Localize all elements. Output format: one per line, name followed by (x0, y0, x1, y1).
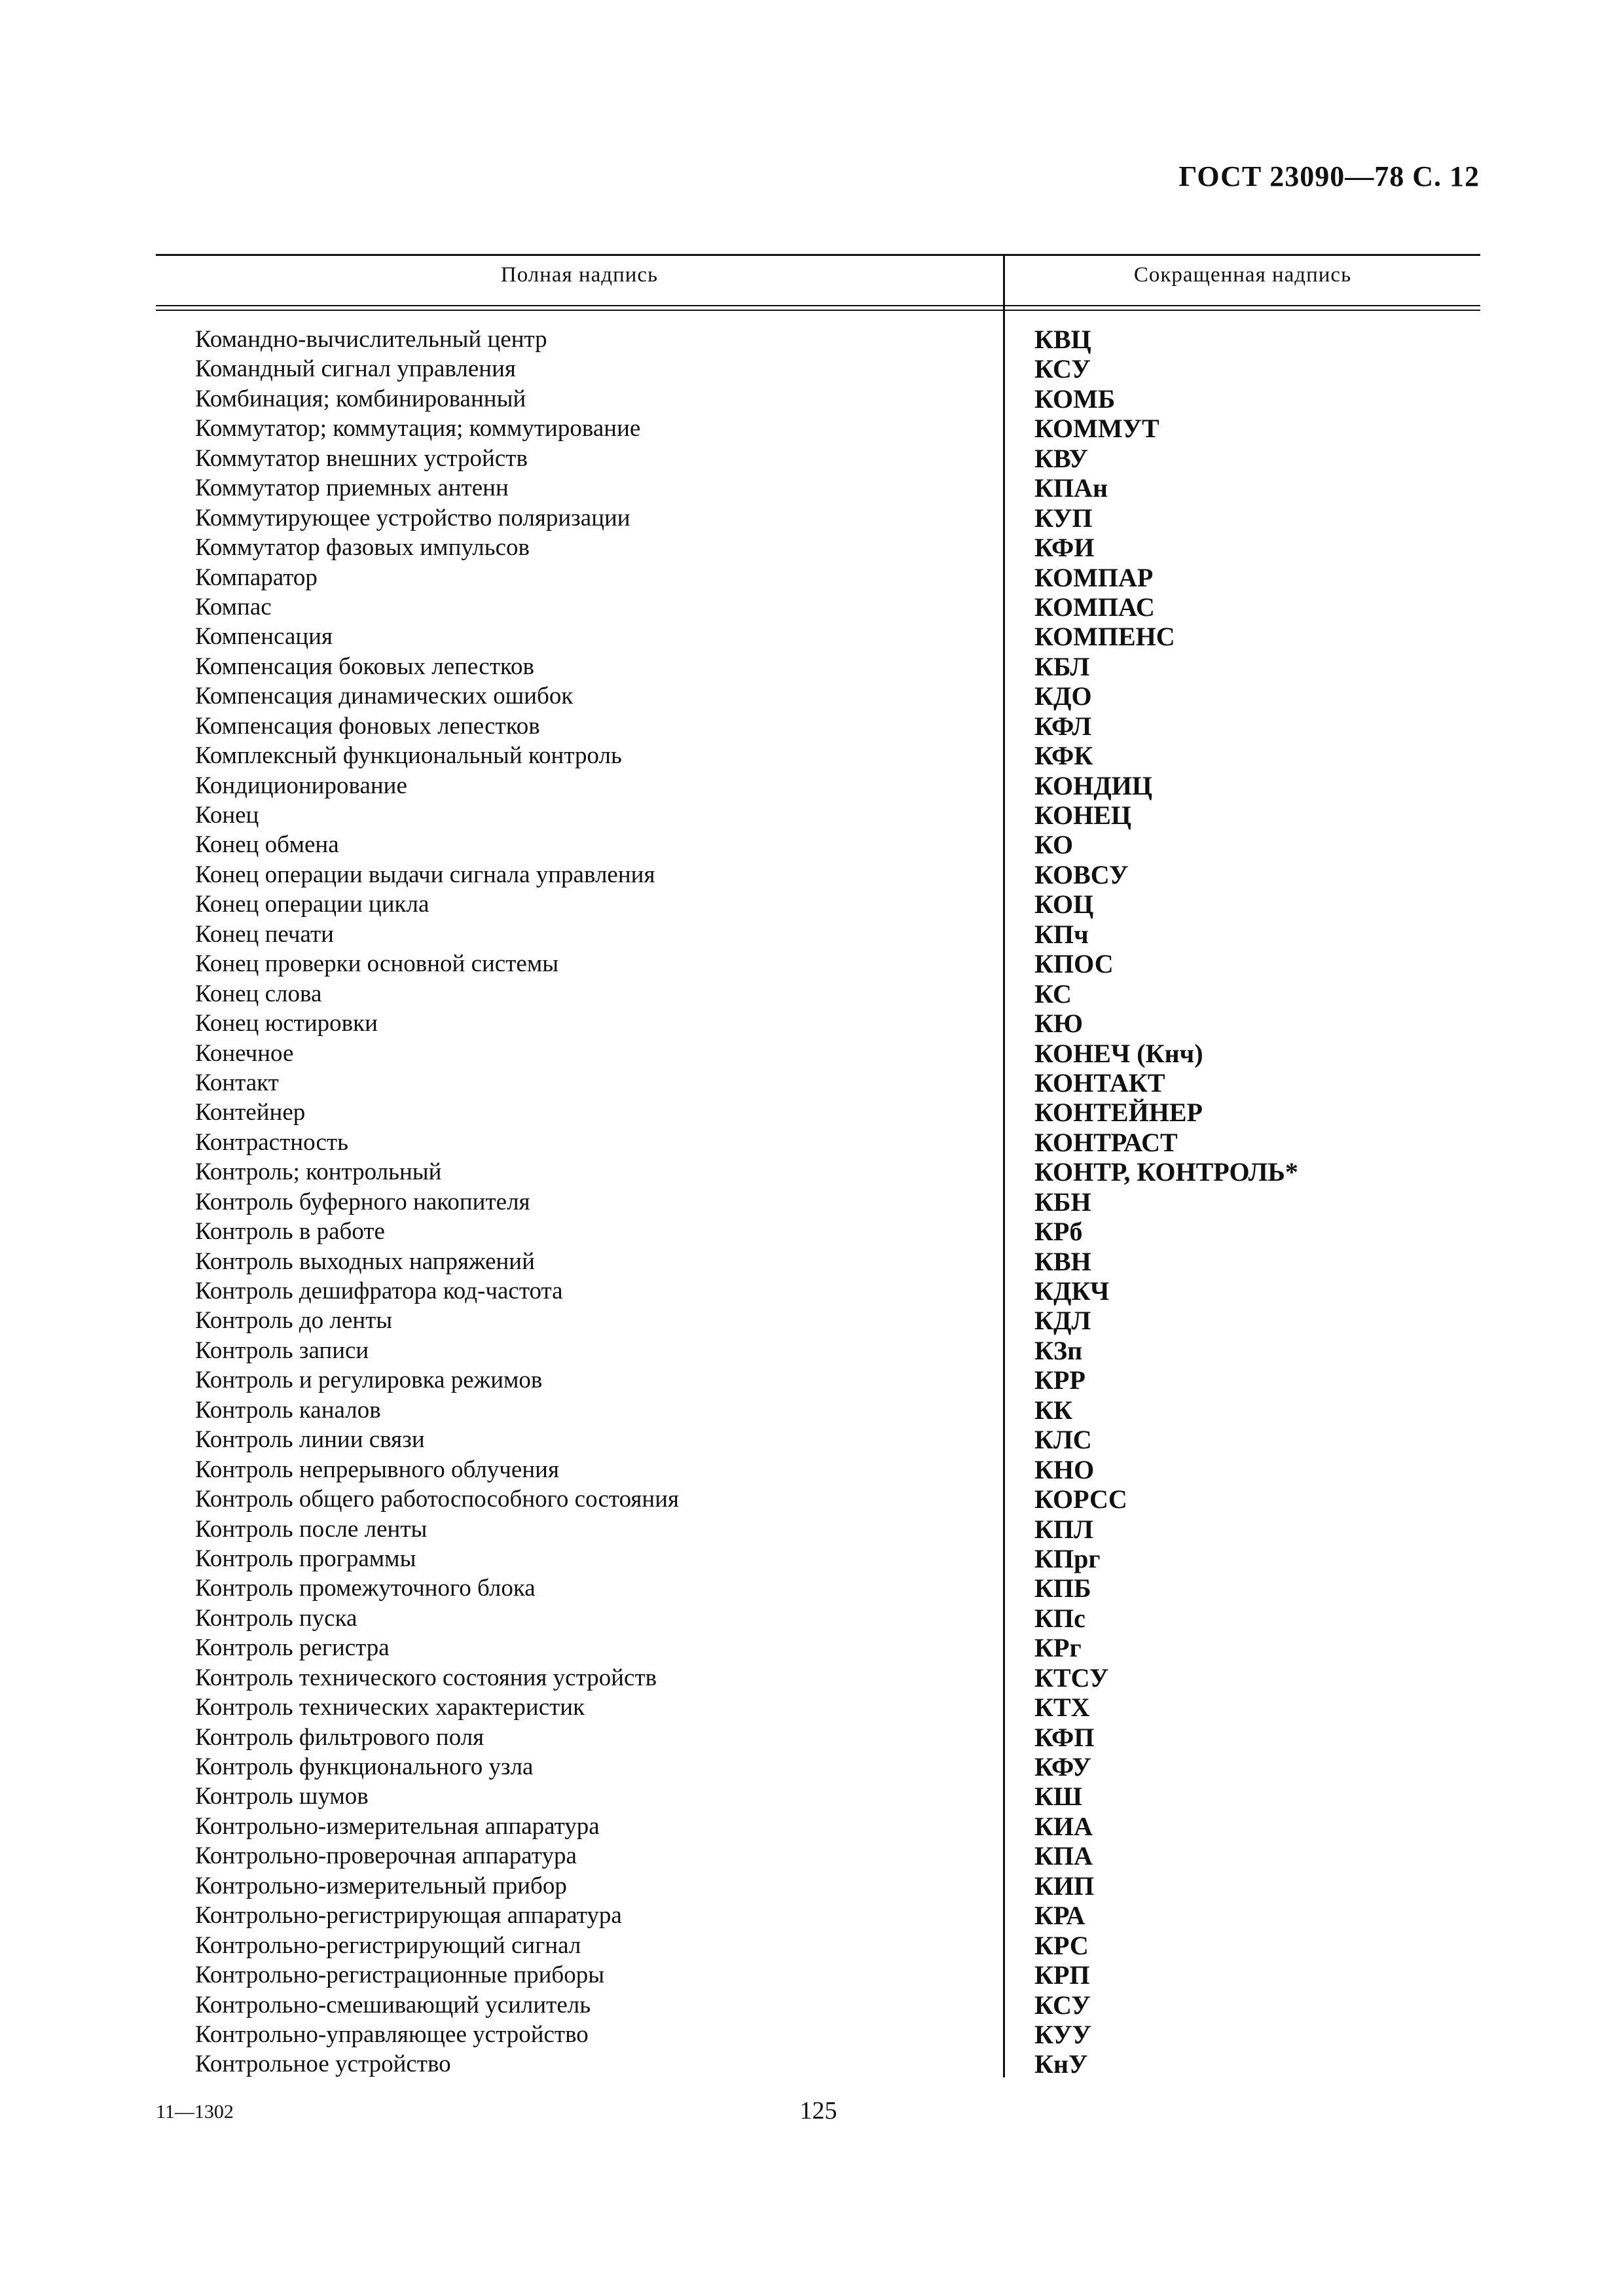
full-inscription: Контроль регистра (195, 1634, 390, 1662)
full-inscription: Коммутатор фазовых импульсов (195, 534, 530, 562)
page-header-title: ГОСТ 23090—78 С. 12 (1178, 160, 1480, 192)
abbreviation: КБН (1034, 1187, 1091, 1217)
abbreviation: КЗп (1034, 1335, 1083, 1365)
full-inscription: Коммутатор внешних устройств (195, 444, 528, 472)
abbreviation: КРП (1034, 1960, 1090, 1990)
full-inscription: Конечное (195, 1039, 294, 1067)
table-row (156, 414, 1480, 443)
abbreviation: КОНТЕЙНЕР (1034, 1098, 1203, 1128)
full-inscription: Компаратор (195, 564, 318, 591)
full-inscription: Контроль дешифратора код-частота (195, 1278, 563, 1304)
full-inscription: Коммутатор приемных антенн (195, 475, 509, 502)
table-row (156, 1157, 1480, 1187)
abbreviation: КРР (1034, 1365, 1085, 1395)
abbreviation: КДКЧ (1034, 1276, 1110, 1306)
table-row (156, 830, 1480, 859)
table-row (156, 592, 1480, 622)
table-row (156, 1544, 1480, 1573)
table-row (156, 1009, 1480, 1038)
abbreviation: КнУ (1034, 2049, 1088, 2079)
abbreviation: КПс (1034, 1603, 1085, 1633)
full-inscription: Контроль и регулировка режимов (195, 1367, 543, 1394)
abbreviation: КПБ (1034, 1573, 1091, 1604)
table-row (156, 652, 1480, 681)
abbreviation: КПОС (1034, 949, 1114, 979)
abbreviation: КСУ (1034, 354, 1091, 384)
abbreviation: КОНТАКТ (1034, 1067, 1165, 1098)
table-row (156, 1306, 1480, 1335)
table-row (156, 1812, 1480, 1841)
abbreviation: КК (1034, 1395, 1073, 1425)
full-inscription: Коммутатор; коммутация; коммутирование (195, 415, 641, 442)
abbreviation: КТСУ (1034, 1662, 1109, 1693)
abbreviation: КВУ (1034, 443, 1088, 473)
abbreviation: КОМПАР (1034, 562, 1154, 592)
abbreviation: КОМПАС (1034, 592, 1155, 622)
full-inscription: Контрастность (195, 1128, 348, 1156)
table-row (156, 1782, 1480, 1811)
full-inscription: Контроль общего работоспособного состояния (195, 1486, 680, 1513)
abbreviation: КНО (1034, 1454, 1095, 1484)
abbreviation: КВЦ (1034, 325, 1091, 354)
table-row (156, 800, 1480, 830)
table-top-rule (156, 254, 1480, 256)
column-header-full: Полная надпись (500, 263, 659, 287)
table-row (156, 1068, 1480, 1098)
full-inscription: Компенсация динамических ошибок (195, 683, 574, 710)
table-row (156, 563, 1480, 592)
table-row (156, 1604, 1480, 1633)
abbreviation: КПАн (1034, 473, 1108, 503)
abbreviation: КОНТР, КОНТРОЛЬ* (1034, 1157, 1298, 1187)
abbreviation: КОНДИЦ (1034, 770, 1152, 800)
table-row (156, 2020, 1480, 2049)
full-inscription: Контроль после ленты (195, 1515, 428, 1543)
full-inscription: Контроль каналов (195, 1396, 381, 1424)
full-inscription: Контроль технического состояния устройств (195, 1664, 657, 1691)
table-row (156, 1841, 1480, 1871)
full-inscription: Контроль выходных напряжений (195, 1247, 535, 1275)
full-inscription: Командно-вычислительный центр (195, 326, 547, 353)
abbreviation: КОНЕЦ (1034, 800, 1132, 830)
table-row (156, 681, 1480, 711)
table-row (156, 741, 1480, 770)
abbreviation: КШ (1034, 1782, 1082, 1812)
table-row (156, 1633, 1480, 1662)
full-inscription: Контейнер (195, 1099, 306, 1126)
full-inscription: Конец обмена (195, 831, 339, 859)
table-row (156, 1515, 1480, 1544)
full-inscription: Контрольно-регистрирующий сигнал (195, 1931, 581, 1959)
table-row (156, 1990, 1480, 2020)
abbreviation: КОММУТ (1034, 414, 1159, 444)
abbreviation: КФУ (1034, 1752, 1091, 1782)
abbreviation: КВН (1034, 1246, 1091, 1276)
full-inscription: Контроль промежуточного блока (195, 1575, 536, 1602)
table-row (156, 1128, 1480, 1157)
full-inscription: Контроль программы (195, 1545, 416, 1572)
full-inscription: Конец проверки основной системы (195, 950, 559, 978)
full-inscription: Контроль буферного накопителя (195, 1188, 530, 1215)
full-inscription: Контрольное устройство (195, 2051, 451, 2078)
table-row (156, 1365, 1480, 1395)
table-header-double-rule (156, 305, 1480, 311)
abbreviation: КПЛ (1034, 1514, 1093, 1544)
table-row (156, 1871, 1480, 1901)
table-row (156, 860, 1480, 889)
abbreviation: КРб (1034, 1217, 1083, 1247)
table-row (156, 1693, 1480, 1722)
table-row (156, 1931, 1480, 1960)
abbreviation: КДЛ (1034, 1306, 1091, 1336)
table-row (156, 1752, 1480, 1782)
abbreviation: КТХ (1034, 1693, 1090, 1723)
table-row (156, 325, 1480, 354)
table-row (156, 1039, 1480, 1068)
full-inscription: Контрольно-проверочная аппаратура (195, 1842, 577, 1870)
full-inscription: Контроль технических характеристик (195, 1694, 585, 1721)
full-inscription: Контрольно-регистрирующая аппаратура (195, 1902, 622, 1929)
full-inscription: Контроль фильтрового поля (195, 1723, 484, 1751)
table-row (156, 920, 1480, 949)
abbreviation: КОЦ (1034, 889, 1094, 920)
full-inscription: Командный сигнал управления (195, 355, 516, 383)
abbreviation: КФК (1034, 741, 1093, 771)
abbreviation: КПрг (1034, 1543, 1101, 1573)
abbreviation: КОРСС (1034, 1484, 1127, 1515)
full-inscription: Конец печати (195, 920, 334, 948)
abbreviation: КОВСУ (1034, 859, 1129, 889)
full-inscription: Комбинация; комбинированный (195, 385, 526, 412)
abbreviation: КФИ (1034, 533, 1095, 563)
abbreviation: КОНТРАСТ (1034, 1127, 1178, 1157)
table-row (156, 1723, 1480, 1752)
abbreviation: КПч (1034, 919, 1089, 949)
abbreviation: КОМБ (1034, 384, 1116, 414)
full-inscription: Конец операции цикла (195, 891, 429, 918)
full-inscription: Контроль функционального узла (195, 1753, 534, 1780)
abbreviation: КРА (1034, 1901, 1085, 1931)
page-number: 125 (799, 2097, 837, 2125)
full-inscription: Конец слова (195, 980, 322, 1007)
table-row (156, 1247, 1480, 1276)
table-row (156, 771, 1480, 800)
full-inscription: Контроль записи (195, 1336, 369, 1364)
full-inscription: Компас (195, 593, 272, 620)
table-row (156, 1187, 1480, 1217)
abbreviation: КПА (1034, 1841, 1093, 1871)
abbreviation: КФЛ (1034, 711, 1092, 741)
abbreviation: КФП (1034, 1722, 1095, 1752)
full-inscription: Контрольно-регистрационные приборы (195, 1962, 605, 1989)
table-row (156, 1960, 1480, 1990)
table-row (156, 1425, 1480, 1454)
table-row (156, 1901, 1480, 1930)
full-inscription: Кондиционирование (195, 772, 407, 799)
abbreviation: КОМПЕНС (1034, 622, 1175, 652)
table-row (156, 1217, 1480, 1246)
footer-print-code: 11—1302 (156, 2101, 234, 2123)
full-inscription: Контрольно-измерительная аппаратура (195, 1812, 600, 1840)
abbreviation: КДО (1034, 681, 1092, 711)
abbreviation: КО (1034, 830, 1074, 860)
full-inscription: Контакт (195, 1069, 279, 1096)
table-row (156, 1336, 1480, 1365)
abbreviation: КРг (1034, 1633, 1082, 1663)
table-row (156, 1395, 1480, 1425)
abbreviation: КБЛ (1034, 651, 1090, 681)
abbreviation: КЛС (1034, 1425, 1092, 1455)
table-row (156, 384, 1480, 414)
table-row (156, 444, 1480, 473)
full-inscription: Компенсация фоновых лепестков (195, 712, 540, 740)
table-row (156, 979, 1480, 1009)
table-row (156, 711, 1480, 741)
abbreviation: КУП (1034, 503, 1093, 533)
table-row (156, 2049, 1480, 2079)
table-row (156, 1455, 1480, 1484)
full-inscription: Контроль пуска (195, 1604, 357, 1632)
table-row (156, 1663, 1480, 1693)
abbreviation: КЮ (1034, 1009, 1084, 1039)
full-inscription: Контроль в работе (195, 1218, 385, 1246)
table-row (156, 1276, 1480, 1306)
table-body (156, 325, 1480, 2079)
abbreviation: КОНЕЧ (Кнч) (1034, 1038, 1203, 1068)
full-inscription: Контрольно-смешивающий усилитель (195, 1991, 591, 2018)
full-inscription: Контроль непрерывного облучения (195, 1456, 559, 1483)
table-row (156, 1573, 1480, 1603)
table-row (156, 622, 1480, 651)
full-inscription: Компенсация боковых лепестков (195, 653, 534, 680)
abbreviation: КРС (1034, 1930, 1089, 1960)
abbreviation: КИП (1034, 1871, 1095, 1901)
full-inscription: Конец операции выдачи сигнала управления (195, 861, 655, 888)
full-inscription: Контрольно-управляющее устройство (195, 2020, 589, 2048)
full-inscription: Конец юстировки (195, 1010, 378, 1037)
abbreviation: КСУ (1034, 1990, 1091, 2020)
table-row (156, 473, 1480, 503)
full-inscription: Комплексный функциональный контроль (195, 742, 622, 770)
full-inscription: Контроль; контрольный (195, 1158, 442, 1186)
table-row (156, 889, 1480, 919)
table-row (156, 949, 1480, 978)
full-inscription: Компенсация (195, 623, 333, 651)
table-row (156, 533, 1480, 562)
full-inscription: Конец (195, 802, 259, 829)
full-inscription: Контроль линии связи (195, 1426, 425, 1454)
full-inscription: Контроль до ленты (195, 1307, 393, 1335)
table-row (156, 503, 1480, 533)
abbreviation: КУУ (1034, 2019, 1091, 2049)
abbreviation: КИА (1034, 1811, 1093, 1841)
abbreviation: КС (1034, 978, 1072, 1009)
column-header-abbr: Сокращенная надпись (1133, 263, 1352, 287)
full-inscription: Коммутирующее устройство поляризации (195, 504, 630, 531)
abbreviation-table (156, 254, 1480, 2077)
table-row (156, 1484, 1480, 1514)
full-inscription: Контроль шумов (195, 1783, 369, 1810)
table-row (156, 354, 1480, 384)
full-inscription: Контрольно-измерительный прибор (195, 1872, 567, 1899)
table-row (156, 1098, 1480, 1127)
